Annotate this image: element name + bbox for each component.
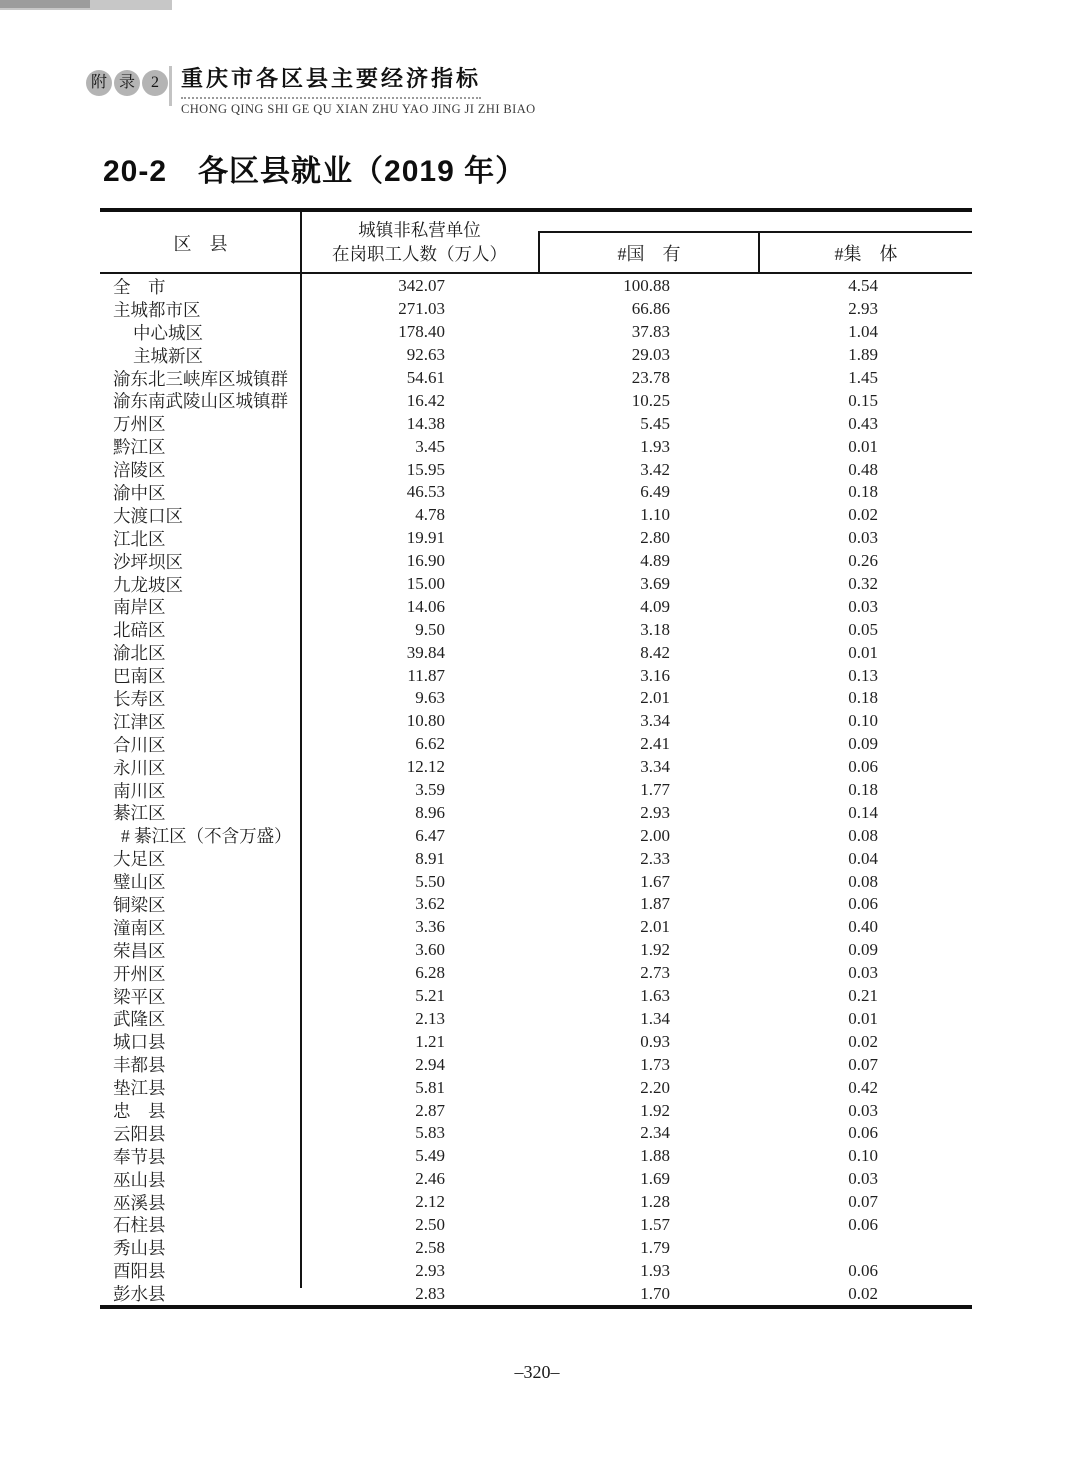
region-cell: 长寿区 xyxy=(113,688,166,709)
region-cell: 江津区 xyxy=(113,711,166,732)
table-row xyxy=(100,962,972,985)
collective-cell: 0.03 xyxy=(848,596,878,616)
table-header xyxy=(100,212,972,274)
total-employees-cell: 2.12 xyxy=(415,1192,445,1212)
main-column-header-line1: 城镇非私营单位 xyxy=(358,220,481,241)
collective-cell: 0.18 xyxy=(848,780,878,800)
total-employees-cell: 54.61 xyxy=(406,368,445,387)
region-cell: 大渡口区 xyxy=(113,505,183,526)
collective-cell: 0.06 xyxy=(848,1123,878,1143)
region-cell: 奉节县 xyxy=(113,1146,166,1167)
total-employees-cell: 9.50 xyxy=(415,619,445,639)
table-row xyxy=(100,733,972,756)
table-row xyxy=(100,916,972,939)
region-cell: 垫江县 xyxy=(113,1078,166,1099)
collective-cell: 0.02 xyxy=(848,505,878,525)
table-row xyxy=(100,641,972,664)
column-divider-line xyxy=(300,212,302,1288)
state-owned-cell: 4.89 xyxy=(640,551,670,571)
collective-cell: 0.09 xyxy=(848,940,878,960)
state-owned-cell: 1.28 xyxy=(640,1192,670,1212)
collective-cell: 0.03 xyxy=(848,1169,878,1189)
state-owned-cell: 1.93 xyxy=(640,436,670,456)
state-owned-cell: 1.70 xyxy=(640,1283,670,1303)
region-cell: 渝东南武陵山区城镇群 xyxy=(113,391,288,412)
badge-char-circle: 2 xyxy=(142,70,168,96)
main-column-header-line2: 在岗职工人数（万人） xyxy=(332,244,507,264)
total-employees-cell: 16.42 xyxy=(406,390,445,410)
table-row xyxy=(100,710,972,733)
collective-cell: 0.09 xyxy=(848,734,878,754)
region-cell: # 綦江区（不含万盛） xyxy=(121,826,292,847)
region-cell: 巫溪县 xyxy=(113,1192,166,1213)
table-row xyxy=(100,939,972,962)
region-cell: 秀山县 xyxy=(113,1238,166,1259)
table-row xyxy=(100,298,972,321)
total-employees-cell: 6.47 xyxy=(415,825,445,845)
state-owned-cell: 1.10 xyxy=(640,505,670,525)
state-owned-cell: 5.45 xyxy=(640,413,670,433)
collective-cell: 0.21 xyxy=(848,986,878,1006)
total-employees-cell: 3.36 xyxy=(415,917,445,937)
region-cell: 主城都市区 xyxy=(113,299,201,320)
state-owned-cell: 2.33 xyxy=(640,848,670,868)
badge-char-circle: 录 xyxy=(114,70,140,96)
total-employees-cell: 8.96 xyxy=(415,802,445,822)
state-owned-cell: 3.16 xyxy=(640,665,670,685)
state-owned-cell: 2.20 xyxy=(640,1077,670,1097)
collective-cell: 0.18 xyxy=(848,482,878,502)
table-row xyxy=(100,550,972,573)
header-divider-line xyxy=(169,66,172,106)
region-cell: 渝北区 xyxy=(113,643,166,664)
total-employees-cell: 3.62 xyxy=(415,894,445,914)
collective-cell: 0.05 xyxy=(848,619,878,639)
region-cell: 巫山县 xyxy=(113,1169,166,1190)
state-owned-cell: 1.88 xyxy=(640,1146,670,1166)
collective-cell: 0.06 xyxy=(848,757,878,777)
table-row xyxy=(100,1214,972,1237)
state-owned-cell: 1.93 xyxy=(640,1260,670,1280)
state-owned-cell: 23.78 xyxy=(631,368,670,387)
sub-columns-box xyxy=(538,231,972,272)
state-owned-cell: 2.01 xyxy=(640,917,670,937)
table-row xyxy=(100,389,972,412)
total-employees-cell: 2.87 xyxy=(415,1100,445,1120)
region-cell: 黔江区 xyxy=(113,437,166,458)
table-row xyxy=(100,1122,972,1145)
total-employees-cell: 10.80 xyxy=(406,711,445,731)
region-cell: 江北区 xyxy=(113,528,166,549)
state-owned-column-header: #国 有 xyxy=(540,233,760,272)
total-employees-cell: 2.58 xyxy=(415,1237,445,1257)
collective-cell: 0.02 xyxy=(848,1031,878,1051)
total-employees-cell: 2.13 xyxy=(415,1008,445,1028)
collective-cell: 0.03 xyxy=(848,1100,878,1120)
collective-cell: 0.32 xyxy=(848,574,878,594)
table-row xyxy=(100,458,972,481)
table-row xyxy=(100,573,972,596)
page-title: 20-2 各区县就业（2019 年） xyxy=(103,155,527,188)
table-row xyxy=(100,893,972,916)
total-employees-cell: 6.28 xyxy=(415,963,445,983)
chapter-title: 重庆市各区县主要经济指标 xyxy=(181,62,481,99)
total-employees-cell: 1.21 xyxy=(415,1031,445,1051)
region-cell: 大足区 xyxy=(113,849,166,870)
table-row xyxy=(100,595,972,618)
total-employees-cell: 2.46 xyxy=(415,1169,445,1189)
total-employees-cell: 46.53 xyxy=(406,482,445,502)
state-owned-cell: 3.34 xyxy=(640,711,670,731)
region-cell: 北碚区 xyxy=(113,620,166,641)
total-employees-cell: 5.21 xyxy=(415,986,445,1006)
region-cell: 渝东北三峡库区城镇群 xyxy=(113,368,288,389)
collective-cell: 0.07 xyxy=(848,1054,878,1074)
state-owned-cell: 3.34 xyxy=(640,757,670,777)
collective-cell: 0.40 xyxy=(848,917,878,937)
table-row xyxy=(100,1259,972,1282)
header-decorative-bar-dark xyxy=(0,0,90,8)
total-employees-cell: 12.12 xyxy=(406,757,445,777)
collective-cell: 0.02 xyxy=(848,1283,878,1303)
table-row xyxy=(100,801,972,824)
table-row xyxy=(100,1076,972,1099)
table-row xyxy=(100,618,972,641)
state-owned-cell: 2.01 xyxy=(640,688,670,708)
table-row xyxy=(100,1099,972,1122)
chapter-header xyxy=(181,62,536,117)
region-cell: 永川区 xyxy=(113,757,166,778)
collective-cell: 0.43 xyxy=(848,413,878,433)
state-owned-cell: 1.87 xyxy=(640,894,670,914)
region-column-header: 区 县 xyxy=(173,234,228,254)
state-owned-cell: 66.86 xyxy=(631,299,670,319)
total-employees-cell: 271.03 xyxy=(398,299,445,319)
total-employees-cell: 342.07 xyxy=(398,276,445,296)
total-employees-cell: 19.91 xyxy=(406,528,445,548)
total-employees-cell: 3.45 xyxy=(415,436,445,456)
collective-cell: 0.01 xyxy=(848,642,878,662)
region-cell: 九龙坡区 xyxy=(113,574,183,595)
collective-cell: 0.10 xyxy=(848,1146,878,1166)
table-row xyxy=(100,504,972,527)
state-owned-cell: 2.80 xyxy=(640,528,670,548)
total-employees-cell: 3.59 xyxy=(415,780,445,800)
region-cell: 涪陵区 xyxy=(113,460,166,481)
collective-cell: 0.08 xyxy=(848,871,878,891)
region-cell: 城口县 xyxy=(113,1032,166,1053)
table-row xyxy=(100,1008,972,1031)
collective-cell: 0.18 xyxy=(848,688,878,708)
state-owned-cell: 1.79 xyxy=(640,1237,670,1257)
appendix-badge xyxy=(86,70,168,96)
collective-cell: 0.48 xyxy=(848,459,878,479)
table-row xyxy=(100,779,972,802)
region-cell: 酉阳县 xyxy=(113,1261,166,1282)
table-row xyxy=(100,664,972,687)
total-employees-cell: 16.90 xyxy=(406,551,445,571)
collective-cell: 0.06 xyxy=(848,894,878,914)
state-owned-cell: 3.18 xyxy=(640,619,670,639)
collective-cell: 0.03 xyxy=(848,528,878,548)
collective-cell: 0.14 xyxy=(848,802,878,822)
region-cell: 石柱县 xyxy=(113,1215,166,1236)
total-employees-cell: 2.94 xyxy=(415,1054,445,1074)
region-cell: 中心城区 xyxy=(133,322,203,343)
collective-cell: 0.26 xyxy=(848,551,878,571)
region-cell: 南川区 xyxy=(113,780,166,801)
total-employees-cell: 14.38 xyxy=(406,413,445,433)
employment-table xyxy=(100,208,972,1309)
state-owned-cell: 100.88 xyxy=(623,276,670,296)
total-employees-cell: 14.06 xyxy=(406,596,445,616)
state-owned-cell: 1.73 xyxy=(640,1054,670,1074)
main-column-header xyxy=(301,212,538,274)
region-cell: 云阳县 xyxy=(113,1123,166,1144)
page-footer xyxy=(0,1362,1074,1383)
total-employees-cell: 3.60 xyxy=(415,940,445,960)
region-cell: 綦江区 xyxy=(113,803,166,824)
state-owned-cell: 3.42 xyxy=(640,459,670,479)
state-owned-cell: 1.63 xyxy=(640,986,670,1006)
collective-cell: 0.01 xyxy=(848,436,878,456)
state-owned-cell: 1.92 xyxy=(640,940,670,960)
state-owned-cell: 3.69 xyxy=(640,574,670,594)
table-row xyxy=(100,1145,972,1168)
region-cell: 璧山区 xyxy=(113,872,166,893)
table-row xyxy=(100,824,972,847)
state-owned-cell: 1.67 xyxy=(640,871,670,891)
state-owned-cell: 8.42 xyxy=(640,642,670,662)
region-cell: 开州区 xyxy=(113,963,166,984)
total-employees-cell: 2.93 xyxy=(415,1260,445,1280)
state-owned-cell: 2.00 xyxy=(640,825,670,845)
collective-cell: 0.01 xyxy=(848,1008,878,1028)
collective-column-header: #集 体 xyxy=(834,243,898,264)
table-row xyxy=(100,412,972,435)
region-cell: 沙坪坝区 xyxy=(113,551,183,572)
region-cell: 潼南区 xyxy=(113,917,166,938)
total-employees-cell: 178.40 xyxy=(398,322,445,342)
state-owned-cell: 0.93 xyxy=(640,1031,670,1051)
total-employees-cell: 2.83 xyxy=(415,1283,445,1303)
chapter-pinyin: CHONG QING SHI GE QU XIAN ZHU YAO JING JI ZHI BIAO xyxy=(181,102,536,116)
collective-cell: 0.13 xyxy=(848,665,878,685)
region-cell: 南岸区 xyxy=(113,597,166,618)
region-cell: 全 市 xyxy=(113,276,166,297)
state-owned-cell: 2.41 xyxy=(640,734,670,754)
collective-cell: 0.15 xyxy=(848,390,878,410)
collective-cell: 0.42 xyxy=(848,1077,878,1097)
table-row xyxy=(100,367,972,390)
table-row xyxy=(100,1053,972,1076)
state-owned-cell: 37.83 xyxy=(631,322,670,342)
total-employees-cell: 8.91 xyxy=(415,848,445,868)
table-row xyxy=(100,344,972,367)
state-owned-cell: 10.25 xyxy=(631,390,670,410)
state-owned-cell: 2.93 xyxy=(640,802,670,822)
table-row xyxy=(100,481,972,504)
total-employees-cell: 11.87 xyxy=(407,665,445,685)
region-cell: 忠 县 xyxy=(113,1101,166,1122)
table-row xyxy=(100,687,972,710)
page-number: –320– xyxy=(514,1362,560,1382)
total-employees-cell: 5.83 xyxy=(415,1123,445,1143)
table-row xyxy=(100,1191,972,1214)
total-employees-cell: 15.95 xyxy=(406,459,445,479)
region-cell: 万州区 xyxy=(113,414,166,435)
total-employees-cell: 15.00 xyxy=(406,574,445,594)
table-row xyxy=(100,870,972,893)
table-row xyxy=(100,435,972,458)
total-employees-cell: 5.50 xyxy=(415,871,445,891)
table-row xyxy=(100,527,972,550)
state-owned-cell: 2.34 xyxy=(640,1123,670,1143)
total-employees-cell: 2.50 xyxy=(415,1214,445,1234)
collective-cell: 0.06 xyxy=(848,1214,878,1234)
total-employees-cell: 9.63 xyxy=(415,688,445,708)
collective-cell: 0.04 xyxy=(848,848,878,868)
region-cell: 合川区 xyxy=(113,734,166,755)
region-cell: 渝中区 xyxy=(113,482,166,503)
state-owned-cell: 4.09 xyxy=(640,596,670,616)
table-row xyxy=(100,321,972,344)
table-row xyxy=(100,1030,972,1053)
table-row xyxy=(100,275,972,298)
total-employees-cell: 5.81 xyxy=(415,1077,445,1097)
region-cell: 主城新区 xyxy=(133,345,203,366)
table-row xyxy=(100,847,972,870)
table-row xyxy=(100,985,972,1008)
region-cell: 丰都县 xyxy=(113,1055,166,1076)
state-owned-cell: 1.34 xyxy=(640,1008,670,1028)
badge-char-circle: 附 xyxy=(86,70,112,96)
total-employees-cell: 92.63 xyxy=(406,345,445,365)
region-cell: 梁平区 xyxy=(113,986,166,1007)
collective-cell: 0.08 xyxy=(848,825,878,845)
collective-cell: 1.89 xyxy=(848,345,878,365)
collective-cell: 0.10 xyxy=(848,711,878,731)
region-cell: 巴南区 xyxy=(113,666,166,687)
collective-cell: 0.07 xyxy=(848,1192,878,1212)
table-row xyxy=(100,1282,972,1305)
state-owned-cell: 1.57 xyxy=(640,1214,670,1234)
table-body xyxy=(100,274,972,1305)
region-cell: 武隆区 xyxy=(113,1009,166,1030)
region-cell: 铜梁区 xyxy=(113,895,166,915)
state-owned-cell: 29.03 xyxy=(631,345,670,365)
region-cell: 荣昌区 xyxy=(113,940,166,961)
collective-cell: 2.93 xyxy=(848,299,878,319)
collective-cell: 1.04 xyxy=(848,322,878,342)
state-owned-cell: 1.69 xyxy=(640,1169,670,1189)
state-owned-cell: 1.92 xyxy=(640,1100,670,1120)
collective-cell: 1.45 xyxy=(848,368,878,387)
state-owned-cell: 6.49 xyxy=(640,482,670,502)
table-row xyxy=(100,756,972,779)
region-cell: 彭水县 xyxy=(113,1284,166,1305)
table-row xyxy=(100,1236,972,1259)
total-employees-cell: 4.78 xyxy=(415,505,445,525)
total-employees-cell: 39.84 xyxy=(406,642,445,662)
total-employees-cell: 5.49 xyxy=(415,1146,445,1166)
state-owned-cell: 2.73 xyxy=(640,963,670,983)
collective-cell: 0.06 xyxy=(848,1260,878,1280)
state-owned-cell: 1.77 xyxy=(640,780,670,800)
table-row xyxy=(100,1168,972,1191)
collective-cell: 0.03 xyxy=(848,963,878,983)
total-employees-cell: 6.62 xyxy=(415,734,445,754)
collective-cell: 4.54 xyxy=(848,276,878,296)
